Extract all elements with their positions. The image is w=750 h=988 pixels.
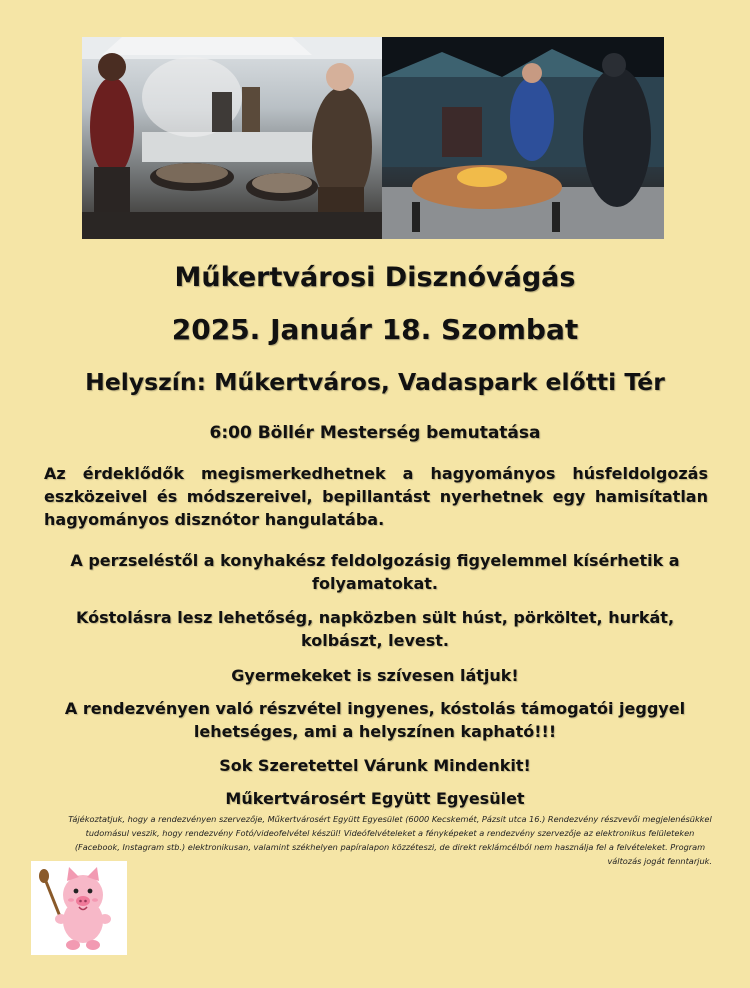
photo-torch-icon <box>382 37 664 239</box>
header-photos <box>82 37 664 239</box>
process-paragraph: A perzseléstől a konyhakész feldolgozásig figyelemmel kísérhetik a folyamatokat. <box>70 551 680 593</box>
children-paragraph: Gyermekeket is szívesen látjuk! <box>231 666 519 685</box>
photo-torch <box>382 37 664 239</box>
photo-cooking <box>82 37 382 239</box>
event-title: Műkertvárosi Disznóvágás <box>174 262 576 293</box>
tasting-paragraph: Kóstolásra lesz lehetőség, napközben sült húst, pörköltet, hurkát, kolbászt, levest. <box>75 608 675 650</box>
pig-mascot-logo <box>31 861 127 955</box>
event-location: Helyszín: Műkertváros, Vadaspark előtti Tér <box>85 368 665 396</box>
participation-paragraph: A rendezvényen való részvétel ingyenes, kóstolás támogatói jeggyel lehetséges, ami a helyszínen kapható!!! <box>64 699 686 741</box>
pig-mascot-icon <box>31 861 127 955</box>
disclaimer-text: Tájékoztatjuk, hogy a rendezvényen szervezője, Műkertvárosért Együtt Egyesület (6000 Kecskemét, Pázsit utca 16.) Rendezvény részvevői megjelenésükkel tudomásul veszik, hogy rendezvény Fotó/videofelvétel készül! Videófelvételeket a fényképeket a rendezvény szervezője az elektronikus felületeken (Facebook, Instagram stb.) elektronikusan, valamint székhelyen papíralapon közzéteszi, de direkt reklámcélból nem használja fel a felvételeket. Program változás jogát fenntarjuk. <box>68 814 712 866</box>
event-date: 2025. Január 18. Szombat <box>171 313 579 346</box>
photo-cooking-icon <box>82 37 382 239</box>
event-program: 6:00 Böllér Mesterség bemutatása <box>209 423 541 443</box>
intro-paragraph: Az érdeklődők megismerkedhetnek a hagyományos húsfeldolgozás eszközeivel és módszereivel, bepillantást nyerhetnek egy hamisítatlan hagyományos disznótor hangulatába. <box>44 464 708 529</box>
welcome-line: Sok Szeretettel Várunk Mindenkit! <box>219 756 531 775</box>
organizer-line: Műkertvárosért Együtt Egyesület <box>225 789 525 808</box>
